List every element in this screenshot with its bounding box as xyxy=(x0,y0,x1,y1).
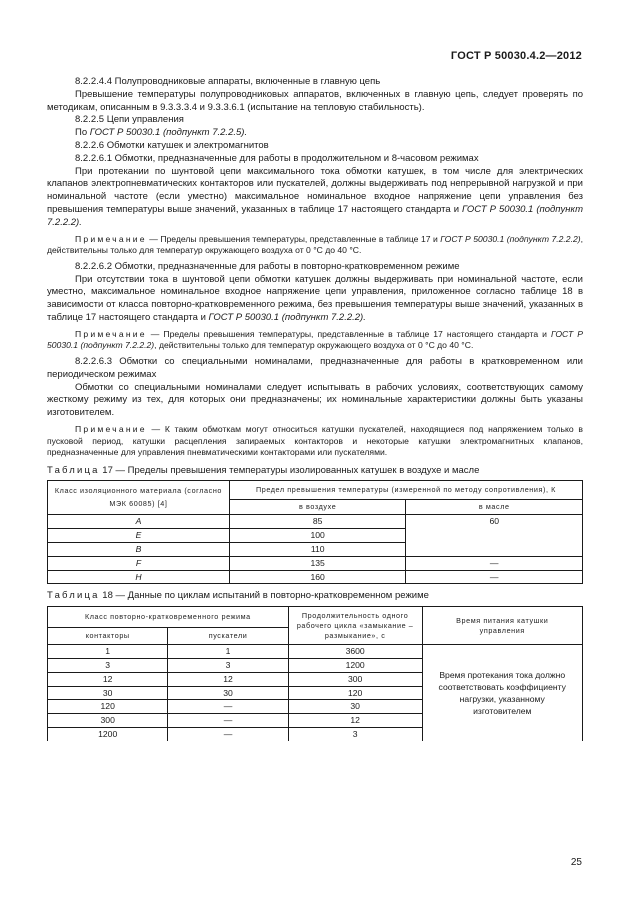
table-row xyxy=(48,645,583,659)
cell-class: E xyxy=(48,529,230,543)
paragraph xyxy=(47,166,583,230)
text-run: — К таким обмоткам могут относиться катушки пускателей, находящиеся под напряжением только в пусковой период, катушки расцепления запираемых контакторов и некоторые катушки электромагнитных клапанов, предназначенные для управления пневматическими контакторами или пускателями. xyxy=(47,423,583,458)
standard-reference: ГОСТ Р 50030.1 (подпункт 7.2.2.2). xyxy=(47,203,583,228)
cell-duration: 3 xyxy=(288,728,422,741)
cell-class: H xyxy=(48,570,230,584)
cell-air: 85 xyxy=(229,515,406,529)
cell-oil: — xyxy=(406,556,583,570)
cell-contactors: 3 xyxy=(48,659,168,673)
standard-reference: ГОСТ Р 50030.1 (подпункт 7.2.2.2). xyxy=(208,311,366,323)
note-label: Примечание xyxy=(75,423,147,434)
page-number: 25 xyxy=(570,857,582,868)
cell-duration: 120 xyxy=(288,686,422,700)
text-run: — Пределы превышения температуры, представленные в таблице 17 и xyxy=(146,233,441,244)
note-label: Примечание xyxy=(75,328,147,339)
cell-air: 100 xyxy=(229,529,406,543)
cell-contactors: 1200 xyxy=(48,728,168,741)
text-run: По xyxy=(75,127,90,139)
cell-starters: 3 xyxy=(168,659,288,673)
cell-duration: 30 xyxy=(288,700,422,714)
section-heading: 8.2.2.6.1 Обмотки, предназначенные для работы в продолжительном и 8-часовом режимах xyxy=(75,152,479,164)
note xyxy=(47,424,583,459)
table-18 xyxy=(47,606,583,741)
cell-starters: 12 xyxy=(168,672,288,686)
cell-duration: 300 xyxy=(288,672,422,686)
header-in-air: в воздухе xyxy=(229,500,406,515)
caption-label: Таблица xyxy=(47,590,100,602)
caption-text: 18 — Данные по циклам испытаний в повторно-кратковременном режиме xyxy=(99,590,429,602)
cell-contactors: 300 xyxy=(48,714,168,728)
text-run: , действительны только для температур окружающего воздуха от 0 °С до 40 °С. xyxy=(154,340,474,351)
cell-oil: 60 xyxy=(406,515,583,556)
cell-starters: — xyxy=(168,700,288,714)
section-heading: 8.2.2.4.4 Полупроводниковые аппараты, включенные в главную цепь xyxy=(75,76,381,87)
cell-starters: 1 xyxy=(168,645,288,659)
header-cycle-duration: Продолжительность одного рабочего цикла «замыкание – размыкание», с xyxy=(288,607,422,645)
caption-label: Таблица xyxy=(47,464,100,476)
paragraph: Превышение температуры полупроводниковых аппаратов, включенных в главную цепь, следует проверять по методикам, описанным в 9.3.3.3.4 и 9.3.3.6.1 (испытание на тепловую стабильность). xyxy=(47,88,583,113)
paragraph xyxy=(47,127,583,140)
standard-reference: ГОСТ Р 50030.1 (подпункт 7.2.2.5). xyxy=(89,127,248,139)
paragraph: Обмотки со специальными номиналами следует испытывать в рабочих условиях, соответствующих самому жесткому режиму из тех, для которых они предназначены; их номинальные характеристики должны быть указаны изготовителем. xyxy=(47,381,583,419)
note xyxy=(47,329,583,352)
header-duty-class: Класс повторно-кратковременного режима xyxy=(48,607,289,628)
cell-contactors: 1 xyxy=(48,645,168,659)
cell-oil: — xyxy=(406,570,583,584)
header-temperature-limit: Предел превышения температуры (измеренной по методу сопротивления), К xyxy=(229,481,582,500)
header-insulation-class: Класс изоляционного материала (согласно МЭК 60085) [4] xyxy=(48,481,230,515)
cell-contactors: 120 xyxy=(48,700,168,714)
cell-air: 160 xyxy=(229,570,406,584)
table-row xyxy=(48,515,583,529)
text-run: При протекании по шунтовой цепи максимального тока обмотки катушек, в том числе для электрических клапанов электропневматических контакторов или пускателей, должны выдерживать под непрерывной нагрузкой и при номинальной частоте (если уместно) максимальное номинальное входное напряжение цепи управления без превышения температуры выше значений, указанных в таблице 17 настоящего стандарта и xyxy=(47,165,583,215)
standard-reference: ГОСТ Р 50030.1 (подпункт 7.2.2.2) xyxy=(440,233,581,244)
cell-supply-time: Время протекания тока должно соответствовать коэффициенту нагрузки, указанному изготовителем xyxy=(422,645,583,741)
header-starters: пускатели xyxy=(168,628,288,645)
paragraph xyxy=(47,274,583,325)
cell-starters: 30 xyxy=(168,686,288,700)
note xyxy=(47,234,583,257)
header-coil-supply-time: Время питания катушки управления xyxy=(422,607,583,645)
document-body xyxy=(47,76,583,741)
section-heading: 8.2.2.5 Цепи управления xyxy=(75,114,184,126)
header-contactors: контакторы xyxy=(48,628,168,645)
section-heading: 8.2.2.6 Обмотки катушек и электромагнитов xyxy=(75,139,269,151)
header-in-oil: в масле xyxy=(406,500,583,515)
note-label: Примечание xyxy=(75,233,147,244)
standard-header: ГОСТ Р 50030.4.2—2012 xyxy=(450,50,582,62)
section-heading: 8.2.2.6.3 Обмотки со специальными номиналами, предназначенные для работы в кратковременном или периодическом режимах xyxy=(47,355,583,380)
table-caption xyxy=(47,465,583,478)
text-run: При отсутствии тока в шунтовой цепи обмотки катушек должны выдерживать при номинальной частоте, если уместно, максимальное номинальное входное напряжение цепи управления, приложенное согласно таблице 18 в зависимости от класса повторно-кратковременного режима, без превышения температуры выше значений, указанных в таблице 17 настоящего стандарта и xyxy=(47,273,583,323)
cell-class: F xyxy=(48,556,230,570)
cell-class: A xyxy=(48,515,230,529)
cell-starters: — xyxy=(168,728,288,741)
standard-reference: ГОСТ Р 50030.1 (подпункт 7.2.2.2) xyxy=(47,328,583,351)
cell-contactors: 30 xyxy=(48,686,168,700)
cell-contactors: 12 xyxy=(48,672,168,686)
text-run: , действительны только для температур окружающего воздуха от 0 °С до 40 °С. xyxy=(47,233,583,256)
table-17 xyxy=(47,480,583,584)
cell-air: 110 xyxy=(229,543,406,557)
section-heading: 8.2.2.6.2 Обмотки, предназначенные для работы в повторно-кратковременном режиме xyxy=(75,260,460,272)
table-caption xyxy=(47,590,583,603)
cell-class: B xyxy=(48,543,230,557)
text-run: — Пределы превышения температуры, представленные в таблице 17 настоящего стандарта и xyxy=(146,328,551,339)
cell-starters: — xyxy=(168,714,288,728)
caption-text: 17 — Пределы превышения температуры изолированных катушек в воздухе и масле xyxy=(99,464,480,476)
cell-duration: 3600 xyxy=(288,645,422,659)
table-header-row xyxy=(48,481,583,500)
table-header-row xyxy=(48,607,583,628)
cell-duration: 1200 xyxy=(288,659,422,673)
cell-air: 135 xyxy=(229,556,406,570)
table-row xyxy=(48,570,583,584)
table-row xyxy=(48,556,583,570)
cell-duration: 12 xyxy=(288,714,422,728)
